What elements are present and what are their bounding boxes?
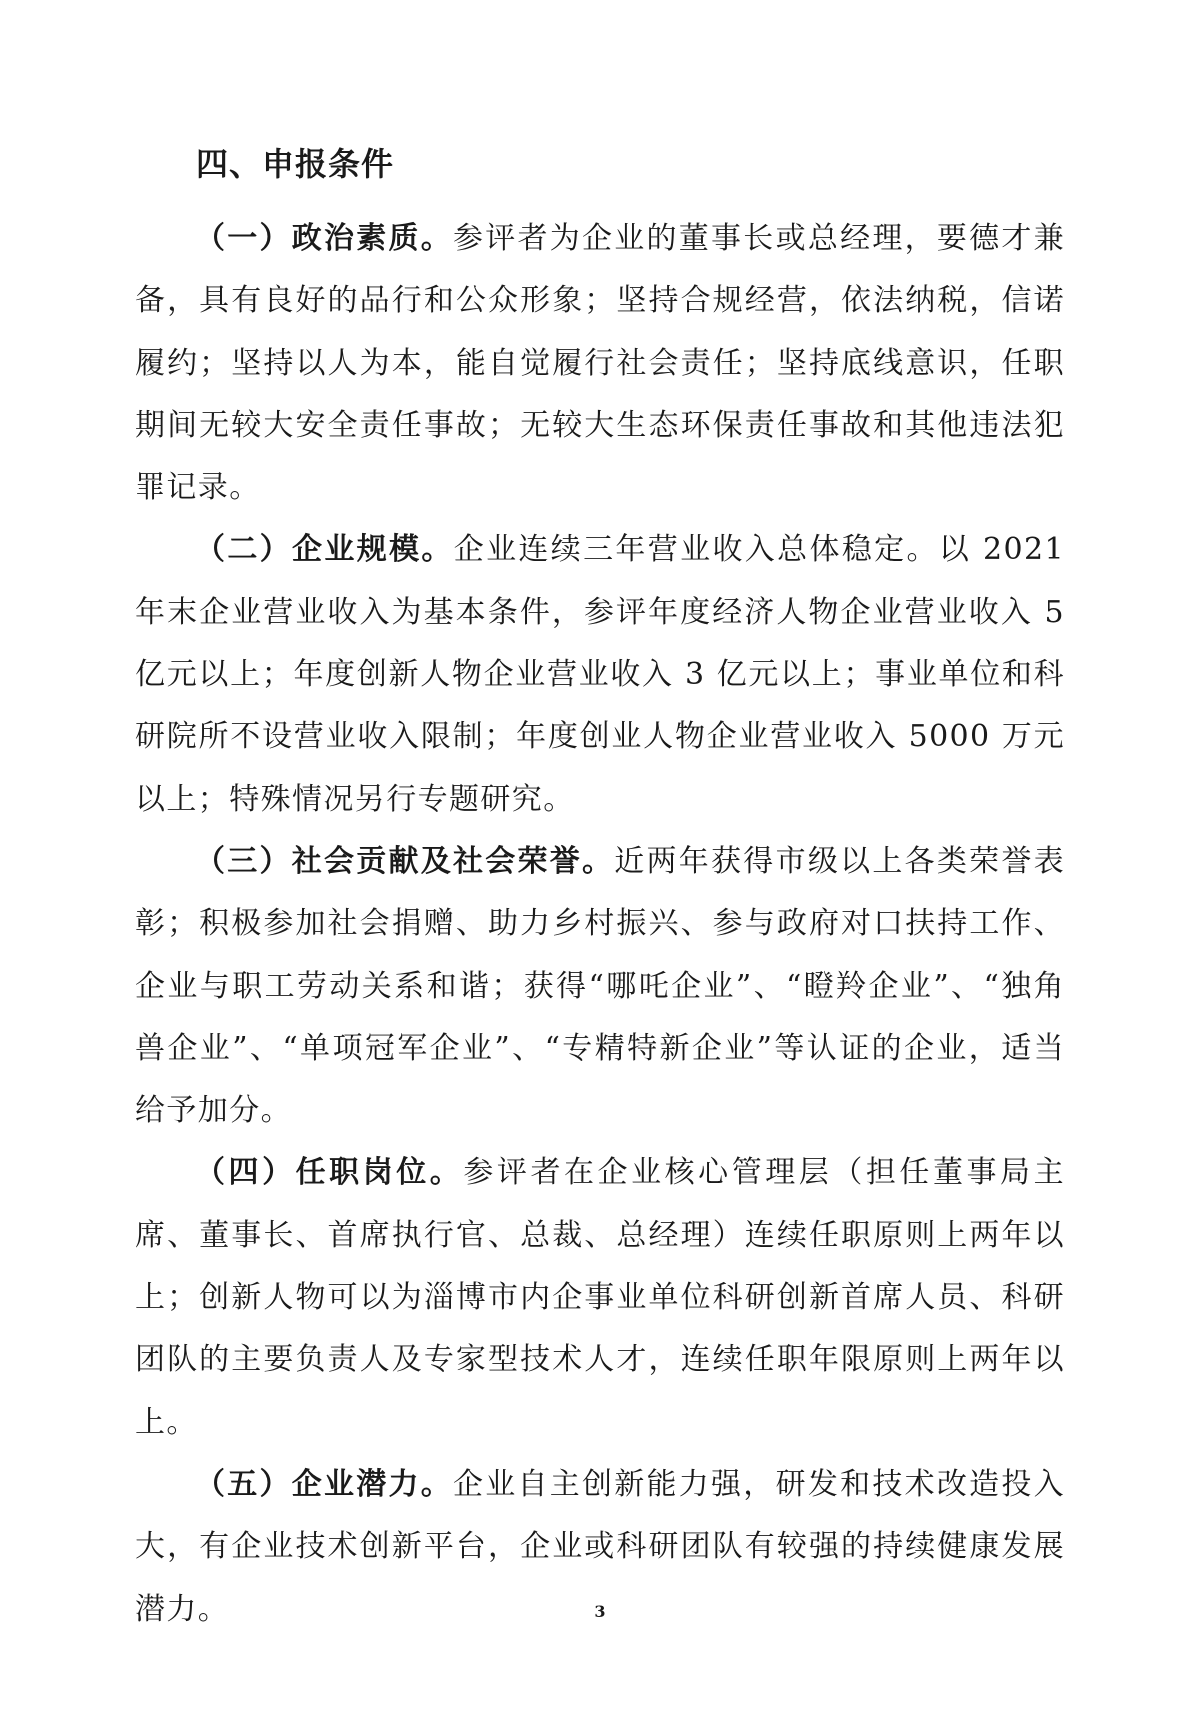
paragraph-text: 参评者在企业核心管理层（担任董事局主席、董事长、首席执行官、总裁、总经理）连续任职原则上两年以上；创新人物可以为淄博市内企事业单位科研创新首席人员、科研团队的主要负责人及专家型技术人才，连续任职年限原则上两年以上。 [135, 1155, 1066, 1440]
paragraph-lead: （三）社会贡献及社会荣誉。 [195, 843, 615, 879]
page-number: 3 [594, 1602, 606, 1621]
paragraph-lead: （二）企业规模。 [195, 532, 454, 568]
paragraph-political-quality [135, 208, 1065, 519]
paragraph-enterprise-scale [135, 519, 1065, 830]
section-heading: 四、申报条件 [196, 145, 395, 183]
paragraph-text: 近两年获得市级以上各类荣誉表彰；积极参加社会捐赠、助力乡村振兴、参与政府对口扶持工作、企业与职工劳动关系和谐；获得“哪吒企业”、“瞪羚企业”、“独角兽企业”、“单项冠军企业”、“专精特新企业”等认证的企业，适当给予加分。 [135, 843, 1065, 1129]
paragraph-lead: （一）政治素质。 [195, 221, 454, 256]
paragraph-lead: （四）任职岗位。 [195, 1155, 464, 1191]
paragraph-lead: （五）企业潜力。 [195, 1466, 454, 1502]
paragraph-position [135, 1142, 1065, 1453]
paragraph-social-contribution [135, 831, 1065, 1142]
paragraph-text: 参评者为企业的董事长或总经理，要德才兼备，具有良好的品行和公众形象；坚持合规经营，依法纳税，信诺履约；坚持以人为本，能自觉履行社会责任；坚持底线意识，任职期间无较大安全责任事故；无较大生态环保责任事故和其他违法犯罪记录。 [135, 221, 1065, 506]
section-body [135, 208, 1065, 1641]
paragraph-text: 企业自主创新能力强，研发和技术改造投入大，有企业技术创新平台，企业或科研团队有较强的持续健康发展潜力。 [135, 1466, 1065, 1627]
paragraph-text: 企业连续三年营业收入总体稳定。以 2021 年末企业营业收入为基本条件，参评年度经济人物企业营业收入 5 亿元以上；年度创新人物企业营业收入 3 亿元以上；事业单位和科研院所不设营业收入限制；年度创业人物企业营业收入 5000 万元以上；特殊情况另行专题研究。 [135, 532, 1065, 817]
